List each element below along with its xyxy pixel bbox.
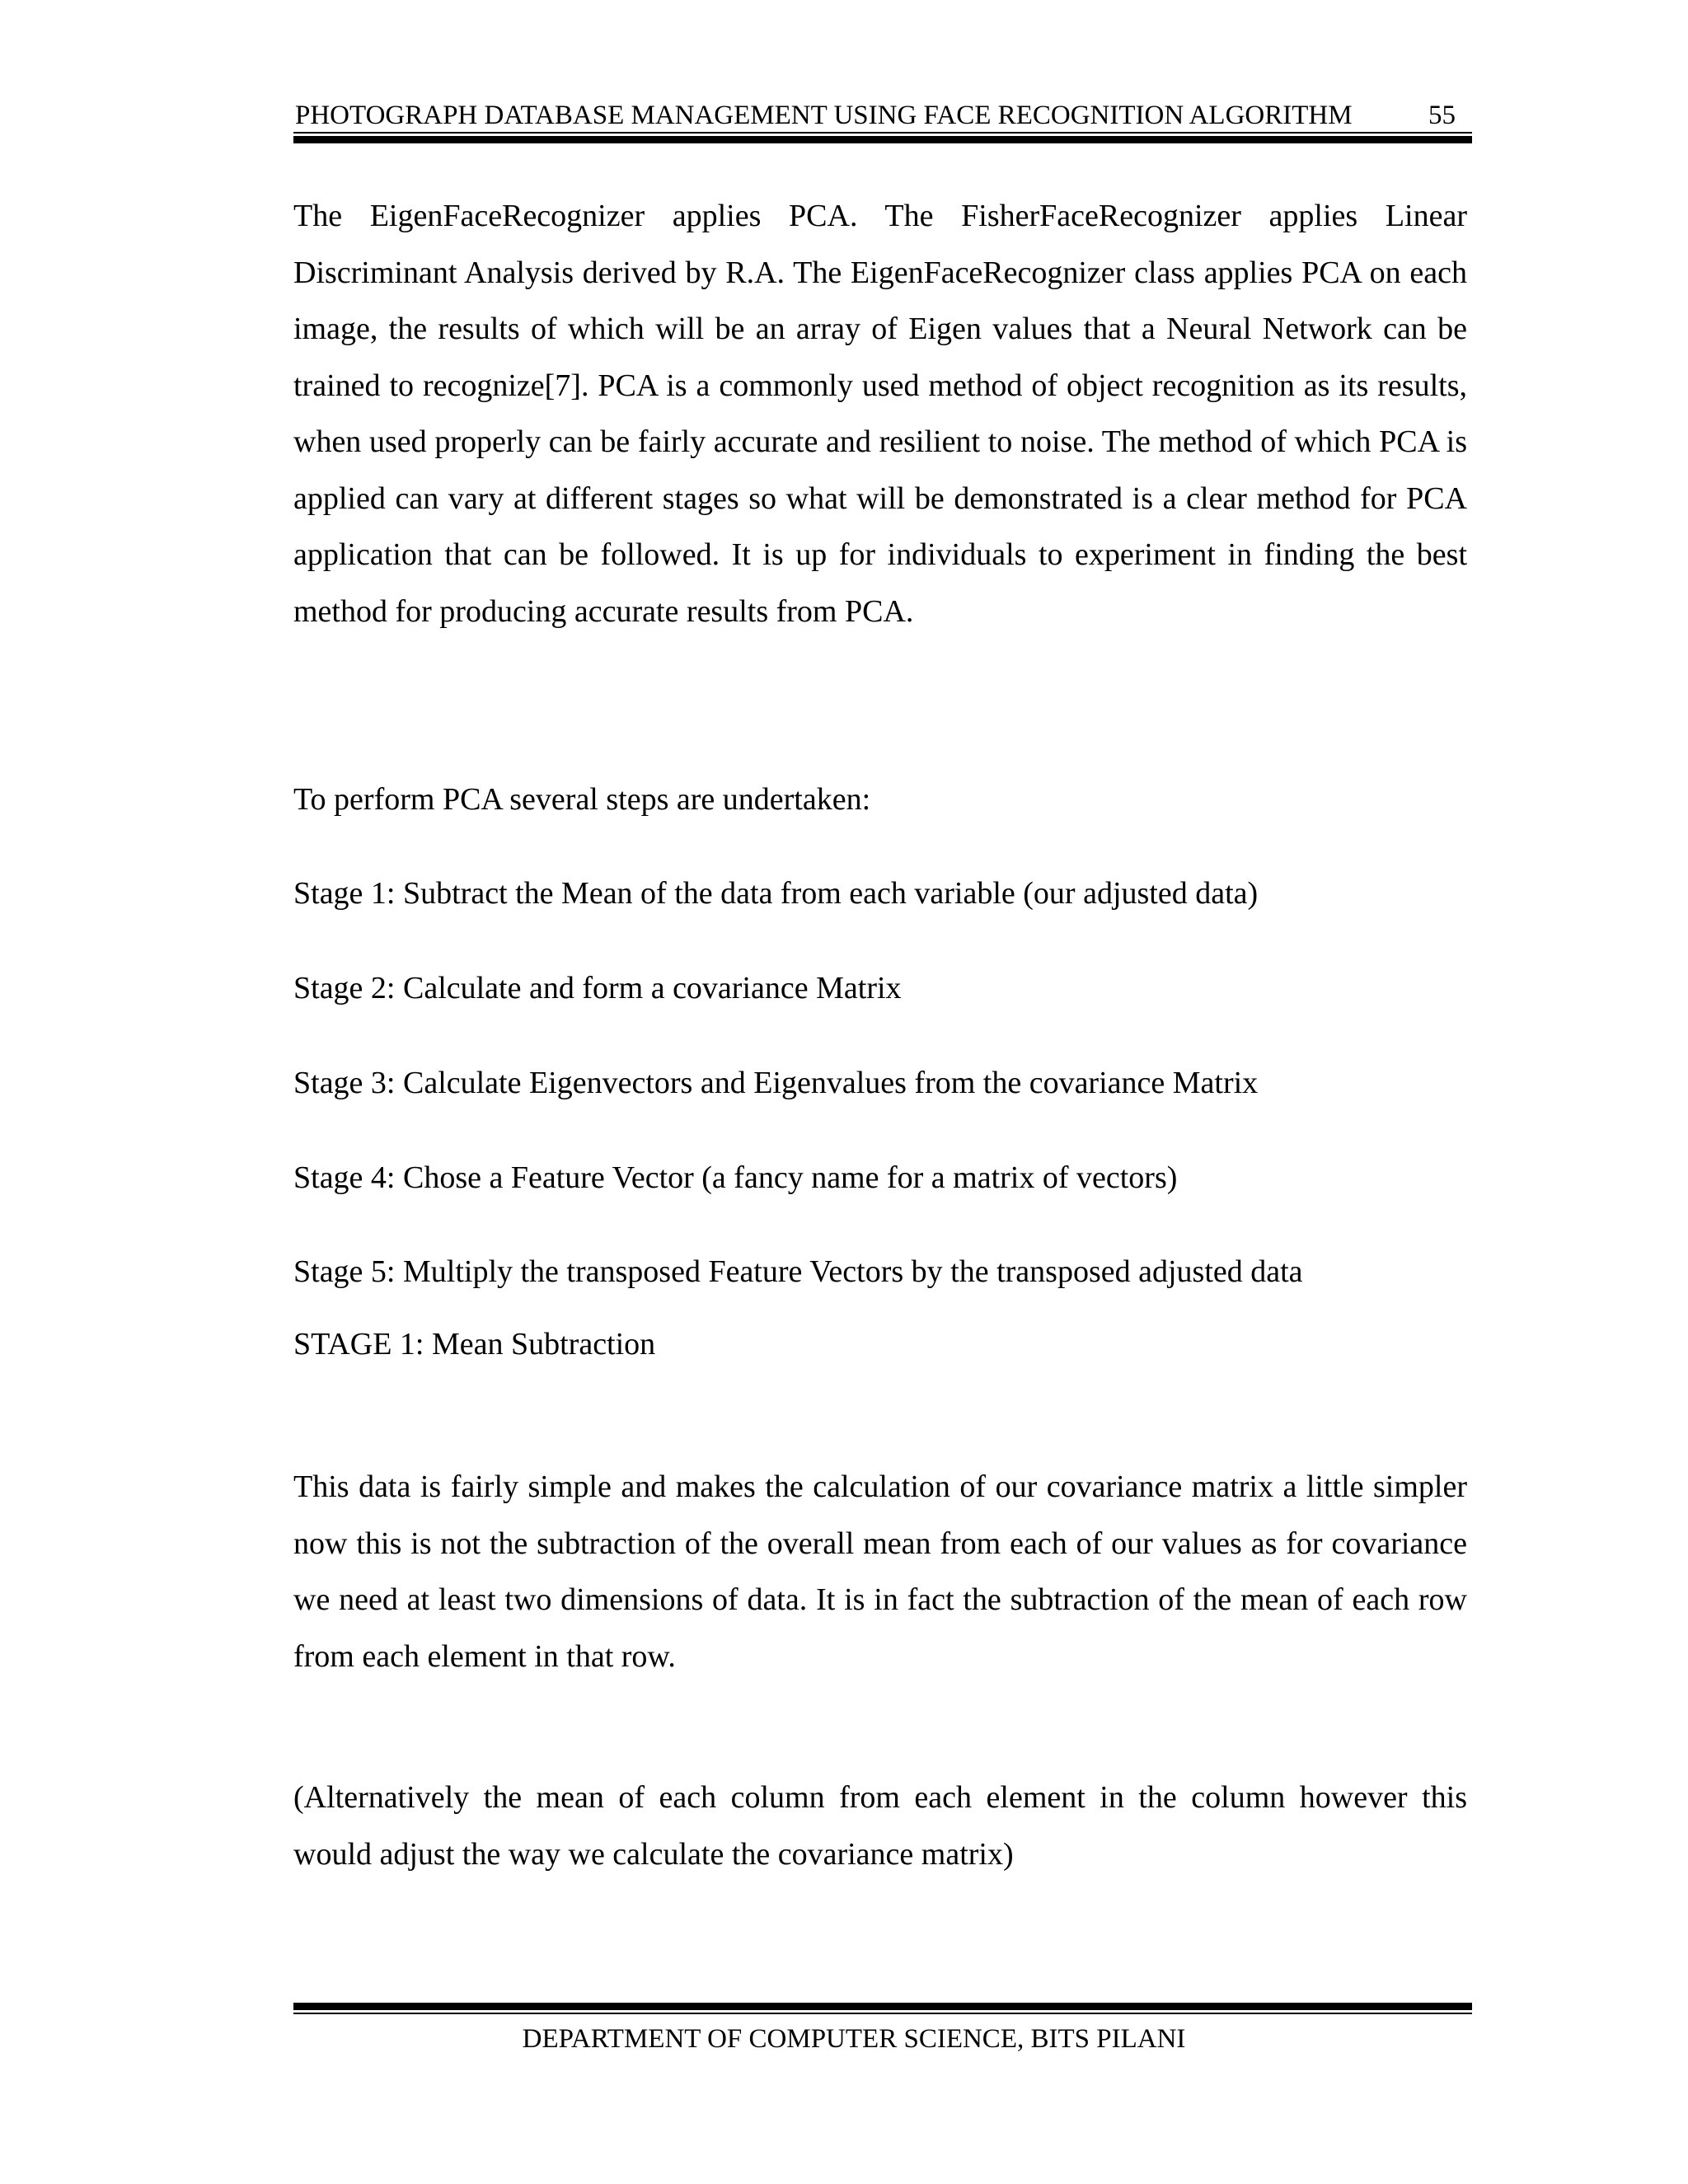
paragraph-alternative-note: (Alternatively the mean of each column from each element in the column however this would adjust the way we calculate the covariance matrix) — [293, 1780, 1467, 1872]
running-title: PHOTOGRAPH DATABASE MANAGEMENT USING FACE RECOGNITION ALGORITHM — [295, 101, 1353, 130]
paragraph-eigenface-intro: The EigenFaceRecognizer applies PCA. The FisherFaceRecognizer applies Linear Discriminant Analysis derived by R.A. The EigenFaceRecognizer class applies PCA on each image, the results of which will be an array of Eigen values that a Neural Network can be trained to recognize[7]. PCA is a commonly used method of object recognition as its results, when used properly can be fairly accurate and resilient to noise. The method of which PCA is applied can vary at different stages so what will be demonstrated is a clear method for PCA application that can be followed. It is up for individuals to experiment in finding the best method for producing accurate results from PCA. — [293, 199, 1467, 629]
page-header — [293, 97, 1472, 134]
stage-4-item: Stage 4: Chose a Feature Vector (a fancy name for a matrix of vectors) — [293, 1160, 1178, 1195]
footer-rule-thick — [293, 2003, 1472, 2010]
page-number: 55 — [1428, 101, 1456, 130]
page-footer: DEPARTMENT OF COMPUTER SCIENCE, BITS PILANI — [522, 2024, 1186, 2054]
header-rule-thin — [293, 132, 1472, 134]
stage-2-item: Stage 2: Calculate and form a covariance Matrix — [293, 971, 902, 1005]
paragraph-mean-subtraction: This data is fairly simple and makes the calculation of our covariance matrix a little simpler now this is not the subtraction of the overall mean from each of our values as for covariance we need at least two dimensions of data. It is in fact the subtraction of the mean of each row from each element in that row. — [293, 1469, 1467, 1674]
section-heading-mean-subtraction: STAGE 1: Mean Subtraction — [293, 1327, 656, 1361]
stage-5-item: Stage 5: Multiply the transposed Feature Vectors by the transposed adjusted data — [293, 1254, 1303, 1289]
steps-intro: To perform PCA several steps are undertaken: — [293, 782, 871, 817]
footer-rule-thin — [293, 2013, 1472, 2014]
header-rule-thick — [293, 136, 1472, 143]
stage-1-item: Stage 1: Subtract the Mean of the data from each variable (our adjusted data) — [293, 876, 1259, 911]
stage-3-item: Stage 3: Calculate Eigenvectors and Eigenvalues from the covariance Matrix — [293, 1066, 1259, 1100]
